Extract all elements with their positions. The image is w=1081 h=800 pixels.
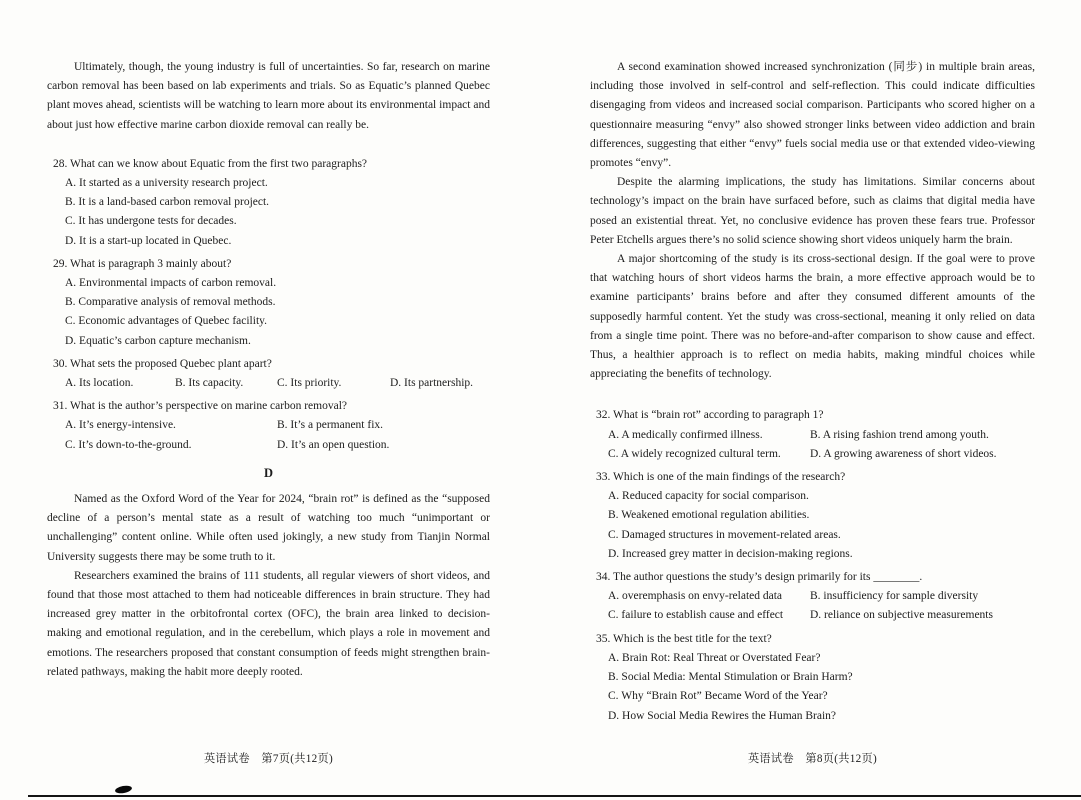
question-stem: 32. What is “brain rot” according to paragraph 1? — [596, 409, 824, 422]
question-stem: 30. What sets the proposed Quebec plant apart? — [53, 357, 272, 370]
question-31 — [47, 397, 490, 455]
question-stem: 29. What is paragraph 3 mainly about? — [53, 257, 232, 270]
option: B. Comparative analysis of removal methods. — [65, 296, 276, 309]
option: B. Social Media: Mental Stimulation or Brain Harm? — [608, 671, 853, 684]
option: B. insufficiency for sample diversity — [810, 590, 979, 603]
option: A. A medically confirmed illness. — [608, 428, 763, 441]
option: C. A widely recognized cultural term. — [608, 447, 781, 460]
passage-paragraph: Named as the Oxford Word of the Year for 2024, “brain rot” is defined as the “supposed decline of a person’s mental state as a result of watching too much “unimportant or unchallenging” content online. While often used jokingly, a new study from Tianjin Normal University suggests there may be some truth to it. — [47, 493, 490, 563]
question-options — [590, 487, 1035, 564]
question-options — [47, 374, 490, 393]
section-d-heading: D — [263, 465, 274, 480]
question-stem: 31. What is the author’s perspective on marine carbon removal? — [53, 400, 348, 413]
option: A. It started as a university research project. — [65, 177, 268, 190]
option: D. Its partnership. — [390, 377, 474, 390]
option: D. How Social Media Rewires the Human Brain? — [608, 709, 837, 722]
option: A. Its location. — [65, 377, 134, 390]
question-stem: 34. The author questions the study’s design primarily for its ________. — [596, 571, 923, 584]
passage-paragraph: Researchers examined the brains of 111 students, all regular viewers of short videos, and found that those most attached to them had noticeable differences in brain structure. They had increased grey matter in the orbitofrontal cortex (OFC), the brain area linked to decision-making and emotional regulation, and in the cerebellum, which plays a role in movement and emotions. The researchers proposed that constant consumption of feeds might strengthen brain-related pathways, making the habit more deeply rooted. — [47, 569, 490, 678]
question-28 — [47, 155, 490, 251]
option: C. Economic advantages of Quebec facility. — [65, 315, 268, 328]
option: C. It has undergone tests for decades. — [65, 215, 237, 228]
option: D. reliance on subjective measurements — [810, 609, 993, 622]
option: D. Equatic’s carbon capture mechanism. — [65, 334, 251, 347]
passage-paragraph: A major shortcoming of the study is its cross-sectional design. If the goal were to prove that watching hours of short videos harms the brain, a more effective approach would be to examine participants’ brains before and after they consumed different amounts of the supposedly harmful content. Yet the study was cross-sectional, meaning it only relied on data from a single time point. There was no before-and-after comparison to show cause and effect. Thus, a healthier approach is to reflect on media habits, making mindful choices while appreciating the benefits of technology. — [590, 253, 1035, 381]
option: A. Reduced capacity for social comparison. — [608, 490, 809, 503]
passage-paragraph: A second examination showed increased synchronization (同步) in multiple brain areas, including those involved in self-control and self-reflection. This could indicate difficulties disengaging from videos and increased social comparison. Participants who scored higher on a questionnaire measuring “envy” also showed stronger links between video addiction and brain differences, suggesting that either “envy” fuels social media use or that extended video-viewing promotes “envy”. — [590, 61, 1035, 170]
page-8-column — [590, 58, 1035, 766]
question-30 — [47, 355, 490, 393]
option: D. It is a start-up located in Quebec. — [65, 234, 232, 247]
option: A. Environmental impacts of carbon removal. — [65, 277, 277, 290]
question-options — [590, 649, 1035, 726]
option: A. overemphasis on envy-related data — [608, 590, 783, 603]
option: C. Why “Brain Rot” Became Word of the Year? — [608, 690, 828, 703]
question-stem: 35. Which is the best title for the text? — [596, 632, 772, 645]
scan-artifact-mark — [115, 785, 133, 795]
option: C. It’s down-to-the-ground. — [65, 438, 192, 451]
option: A. It’s energy-intensive. — [65, 419, 176, 432]
option: B. It is a land-based carbon removal project. — [65, 196, 270, 209]
scan-artifact-line — [28, 795, 1081, 797]
question-34 — [590, 568, 1035, 626]
option: C. failure to establish cause and effect — [608, 609, 784, 622]
passage-paragraph: Ultimately, though, the young industry is full of uncertainties. So far, research on marine carbon removal has been based on lab experiments and trials. So as Equatic’s planned Quebec plant moves ahead, scientists will be watching to learn more about its environmental impact and about just how effective marine carbon dioxide removal can really be. — [47, 61, 490, 131]
page-8-footer: 英语试卷 第8页(共12页) — [747, 753, 878, 765]
question-33 — [590, 468, 1035, 564]
question-options — [47, 174, 490, 251]
option: A. Brain Rot: Real Threat or Overstated Fear? — [608, 651, 821, 664]
question-stem: 28. What can we know about Equatic from the first two paragraphs? — [53, 157, 368, 170]
page-7-footer: 英语试卷 第7页(共12页) — [203, 753, 334, 765]
option: C. Damaged structures in movement-related areas. — [608, 528, 841, 541]
option: B. Its capacity. — [175, 377, 244, 390]
page-7-column — [47, 58, 490, 766]
option: B. Weakened emotional regulation abilities. — [608, 509, 810, 522]
option: D. Increased grey matter in decision-making regions. — [608, 547, 853, 560]
question-stem: 33. Which is one of the main findings of the research? — [596, 471, 846, 484]
question-32 — [590, 406, 1035, 464]
question-35 — [590, 630, 1035, 726]
question-29 — [47, 255, 490, 351]
spacer — [590, 384, 1035, 402]
option: B. It’s a permanent fix. — [277, 419, 384, 432]
passage-paragraph: Despite the alarming implications, the study has limitations. Similar concerns about technology’s impact on the brain have surfaced before, such as claims that digital media have posed an existential threat. Yet, no conclusive evidence has proven these fears true. Professor Peter Etchells argues there’s no solid science showing short videos uniquely harm the brain. — [590, 176, 1035, 246]
option: B. A rising fashion trend among youth. — [810, 428, 989, 441]
question-options — [47, 416, 490, 454]
option: D. It’s an open question. — [277, 438, 390, 451]
option: D. A growing awareness of short videos. — [810, 447, 997, 460]
question-options — [47, 274, 490, 351]
question-options — [590, 587, 1035, 625]
question-options — [590, 426, 1035, 464]
option: C. Its priority. — [277, 377, 342, 390]
